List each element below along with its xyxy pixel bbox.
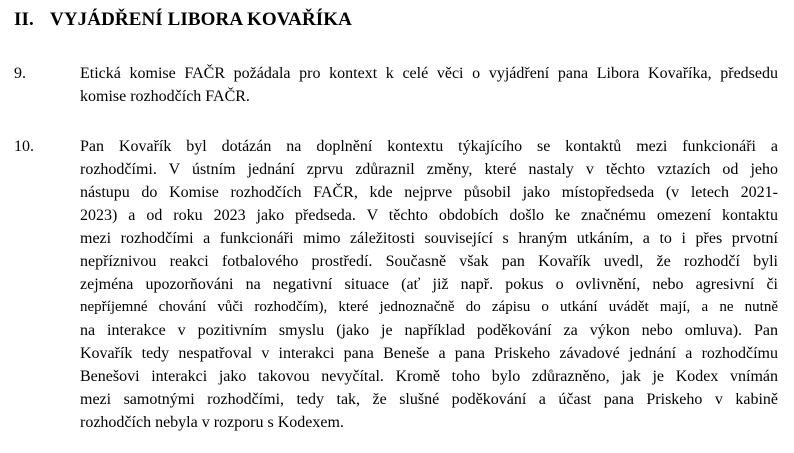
paragraph-line: na interakce v pozitivním smyslu (jako je například poděkování za výkon nebo omluva). Pan — [80, 322, 778, 339]
paragraph-line: mezi samotnými rozhodčími, tedy tak, že slušné poděkování a účast pana Priskeho v kabině — [80, 391, 778, 408]
paragraph-line: mezi rozhodčími a funkcionáři mimo záležitosti související s hraným utkáním, a to i přes prvotní — [80, 230, 778, 247]
paragraph-text — [80, 62, 778, 108]
paragraph-line: 2023) a od roku 2023 jako předseda. V těchto obdobích došlo ke značnému omezení kontaktu — [80, 207, 778, 224]
paragraph-line: Etická komise FAČR požádala pro kontext k celé věci o vyjádření pana Libora Kovaříka, předsedu — [80, 65, 778, 82]
paragraph-line: Pan Kovařík byl dotázán na doplnění kontextu týkajícího se kontaktů mezi funkcionáři a — [80, 138, 778, 155]
section-title: VYJÁDŘENÍ LIBORA KOVAŘÍKA — [50, 9, 352, 30]
paragraph-line: nástupu do Komise rozhodčích FAČR, kde nejprve působil jako místopředseda (v letech 2021- — [80, 184, 778, 201]
paragraph-line: rozhodčích nebyla v rozporu s Kodexem. — [80, 414, 344, 431]
paragraph-number: 9. — [14, 65, 26, 82]
paragraph-line: nepříznivou reakci fotbalového prostředí. Současně však pan Kovařík uvedl, že rozhodčí byli — [80, 253, 778, 270]
section-number: II. — [14, 9, 34, 30]
paragraph-line: zejména upozorňováni na negativní situace (ať již např. pokus o ovlivnění, nebo agresivní či — [80, 276, 778, 293]
paragraph-line: nepříjemné chování vůči rozhodčím), které jednoznačně do zápisu o utkání uvádět mají, a ne nutně — [80, 299, 778, 315]
paragraph-line: Benešovi interakci jako takovou nevyčítal. Kromě toho bylo zdůrazněno, jak je Kodex vnímán — [80, 368, 778, 385]
paragraph-line: komise rozhodčích FAČR. — [80, 88, 250, 105]
paragraph-number: 10. — [14, 138, 34, 155]
section-heading — [14, 9, 352, 31]
paragraph-line: rozhodčími. V ústním jednání zprvu zdůraznil změny, které nastaly v těchto vztazích od jeho — [80, 161, 778, 178]
paragraph-text — [80, 135, 778, 434]
paragraph-line: Kovařík tedy nespatřoval v interakci pana Beneše a pana Priskeho závadové jednání a rozhodčímu — [80, 345, 778, 362]
